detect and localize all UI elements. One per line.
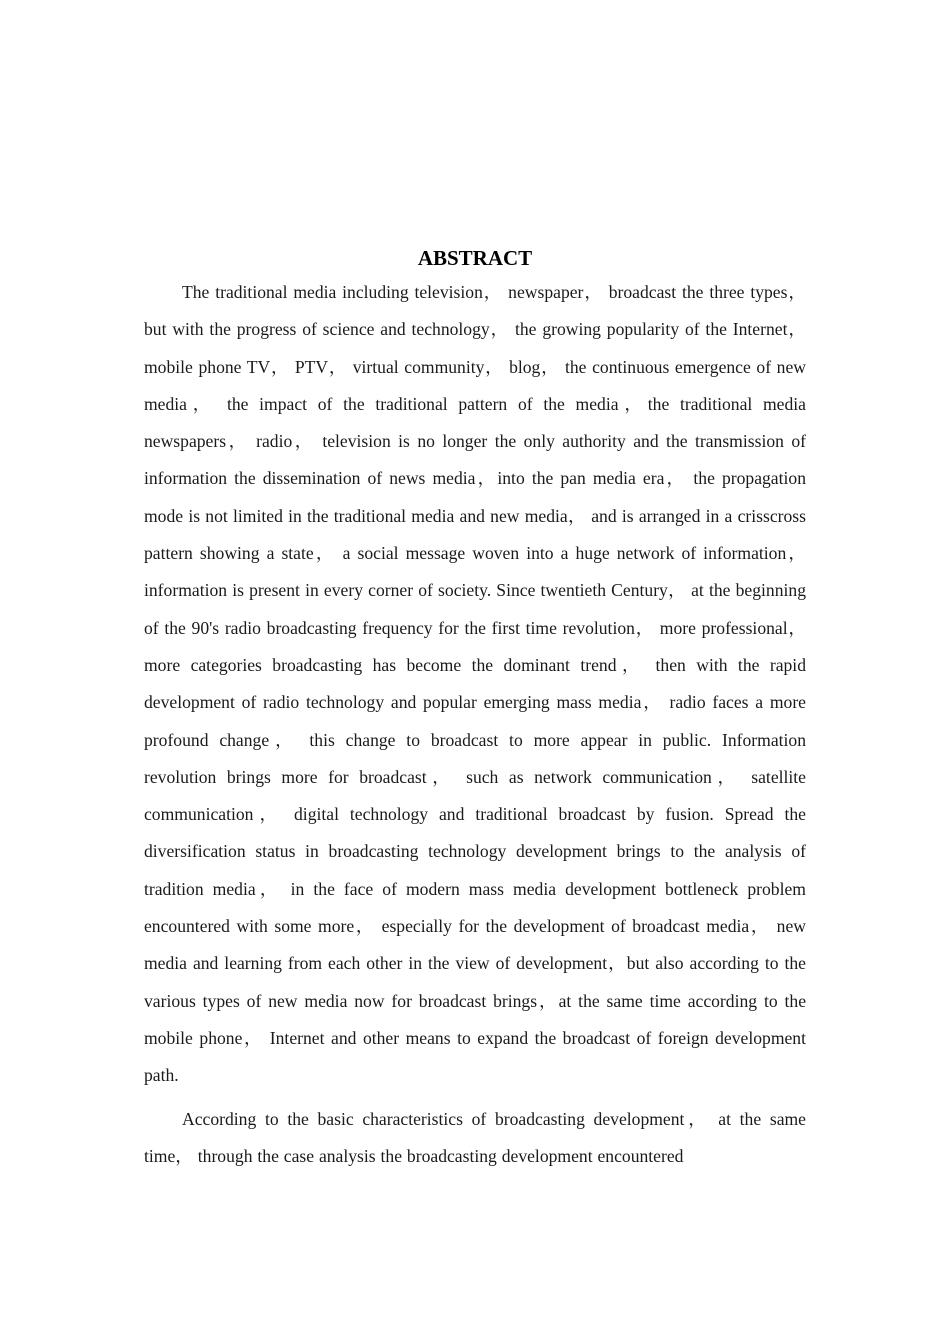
abstract-paragraph-1: The traditional media including television， newspaper， broadcast the three types， but with the progress of science and technology， the growing popularity of the Internet， mobile phone TV， PTV， virtual community， blog， the continuous emergence of new media， the impact of the traditional pattern of the media，the traditional media newspapers， radio， television is no longer the only authority and the transmission of information the dissemination of news media，into the pan media era， the propagation mode is not limited in the traditional media and new media， and is arranged in a crisscross pattern showing a state， a social message woven into a huge network of information， information is present in every corner of society. Since twentieth Century， at the beginning of the 90's radio broadcasting frequency for the first time revolution， more professional， more categories broadcasting has become the dominant trend， then with the rapid development of radio technology and popular emerging mass media， radio faces a more profound change， this change to broadcast to more appear in public. Information revolution brings more for broadcast， such as network communication， satellite communication， digital technology and traditional broadcast by fusion. Spread the diversification status in broadcasting technology development brings to the analysis of tradition media， in the face of modern mass media development bottleneck problem encountered with some more， especially for the development of broadcast media， new media and learning from each other in the view of development，but also according to the various types of new media now for broadcast brings，at the same time according to the mobile phone， Internet and other means to expand the broadcast of foreign development path. [144, 282, 806, 1086]
abstract-section [144, 244, 806, 1175]
abstract-title: ABSTRACT [417, 246, 533, 270]
abstract-paragraph-2: According to the basic characteristics of broadcasting development， at the same time， through the case analysis the broadcasting development encountered [144, 1108, 806, 1166]
